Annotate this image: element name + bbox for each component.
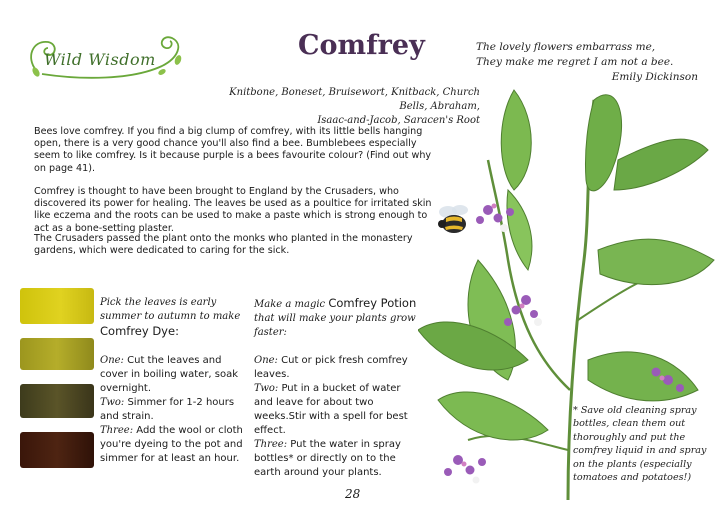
step-text: Cut or pick fresh comfrey leaves.: [254, 355, 408, 380]
potion-step: [254, 382, 422, 438]
potion-step: [254, 354, 422, 382]
dye-step: [100, 396, 248, 424]
dye-swatch-dark-olive: [20, 384, 94, 418]
step-text: Simmer for 1-2 hours and strain.: [100, 397, 235, 422]
intro-paragraph: Bees love comfrey. If you find a big clump of comfrey, with its little bells hanging open, there is a very good chance you'll also find a bee. Bumblebees especially seem to like comfrey. Is it because purple is a bees favourite colour? (Find out why on page 41).: [34, 126, 432, 174]
bee-icon: [434, 204, 474, 240]
aka-line: Isaac-and-Jacob, Saracen's Root: [317, 115, 480, 126]
step-label: Two:: [254, 383, 279, 394]
step-label: Three:: [254, 439, 288, 450]
monks-paragraph: The Crusaders passed the plant onto the monks who planted in the monastery gardens, which were dedicated to caring for the sick.: [34, 233, 413, 257]
wild-wisdom-logo: [22, 30, 192, 90]
potion-intro: Make a magic: [254, 299, 326, 310]
quote-line: They make me regret I am not a bee.: [476, 56, 674, 68]
step-text: Cut the leaves and cover in boiling water, soak overnight.: [100, 355, 239, 394]
step-text: Add the wool or cloth you're dyeing to the pot and simmer for at least an hour.: [100, 425, 243, 464]
page-title: Comfrey: [298, 30, 425, 61]
logo-text: Wild Wisdom: [44, 50, 156, 69]
dye-swatch-olive: [20, 338, 94, 370]
aka-line: Knitbone, Boneset, Bruisewort, Knitback, Church Bells, Abraham,: [229, 87, 480, 112]
step-text: Put the water in spray bottles* or directly on to the earth around your plants.: [254, 439, 401, 478]
dye-step: [100, 354, 248, 396]
quote-author: Emily Dickinson: [611, 71, 698, 83]
potion-recipe: [254, 296, 422, 480]
step-label: One:: [100, 355, 124, 366]
dye-swatch-brown: [20, 432, 94, 468]
step-label: Two:: [100, 397, 125, 408]
step-text: Put in a bucket of water and leave for about two weeks.Stir with a spell for best effect.: [254, 383, 408, 436]
dye-step: [100, 424, 248, 466]
page-number: 28: [345, 487, 361, 501]
dye-recipe: [100, 296, 248, 466]
step-label: Three:: [100, 425, 134, 436]
dye-intro: Pick the leaves is early summer to autumn to make: [100, 297, 241, 322]
quote-line: The lovely flowers embarrass me,: [476, 41, 656, 53]
spray-bottle-note: * Save old cleaning spray bottles, clean them out thoroughly and put the comfrey liquid in and spray on the plants (especially tomatoes and potatoes!): [573, 405, 707, 484]
potion-step: [254, 438, 422, 480]
dye-name: Comfrey Dye:: [100, 324, 179, 338]
dye-swatch-yellow: [20, 288, 94, 324]
potion-name: Comfrey Potion: [328, 296, 417, 310]
history-paragraph: Comfrey is thought to have been brought to England by the Crusaders, who discovered its power for healing. The leaves be used as a poultice for irritated skin like eczema and the roots can be used to make a paste which is strong enough to act as a bone-setting plaster.: [34, 186, 432, 234]
step-label: One:: [254, 355, 278, 366]
potion-intro-end: that will make your plants grow faster:: [254, 313, 416, 338]
